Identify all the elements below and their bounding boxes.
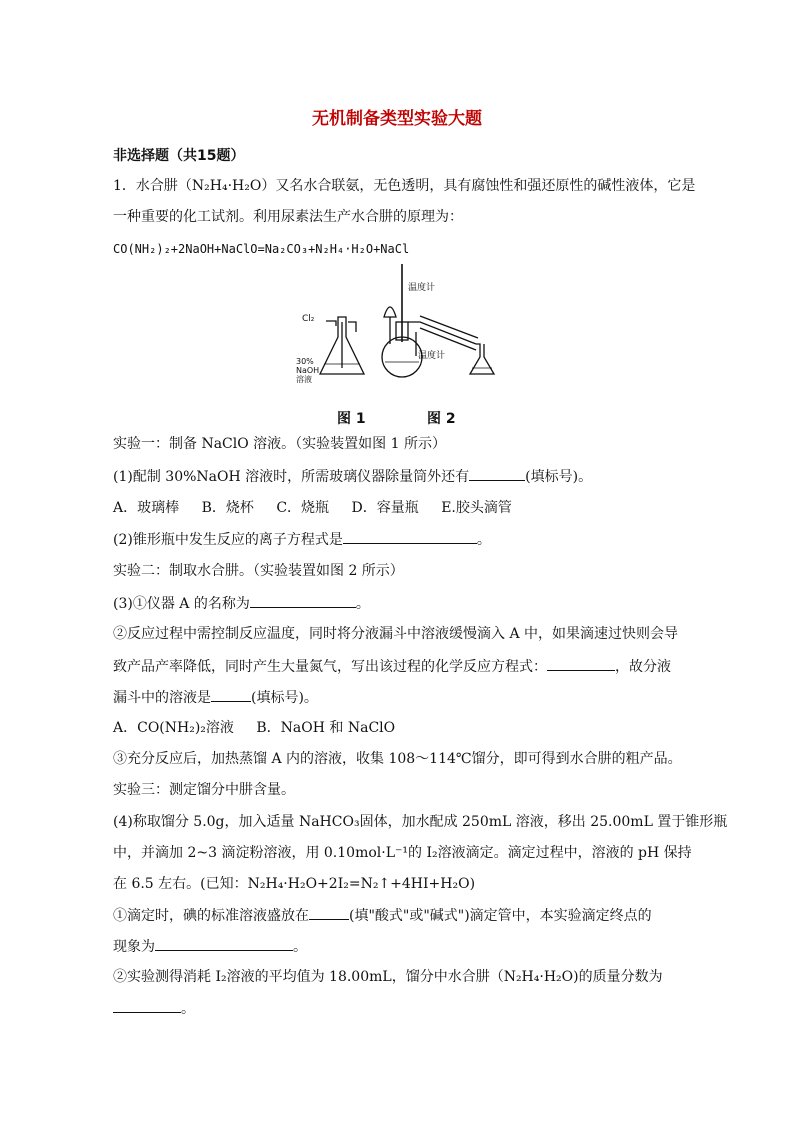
- experiment1-heading: 实验一：制备 NaClO 溶液。（实验装置如图 1 所示）: [113, 436, 446, 452]
- options-row1: [113, 498, 512, 518]
- q1-part4-sub1-line2: 现象为 。: [113, 936, 307, 957]
- q1-part4-sub1-line1: ①滴定时，碘的标准溶液盛放在 (填"酸式"或"碱式")滴定管中，本实验滴定终点的: [113, 905, 652, 926]
- apparatus-drawing: [290, 262, 500, 380]
- answer-blank: [250, 593, 356, 608]
- option-b: B．烧杯: [201, 500, 254, 516]
- answer-blank: [211, 687, 251, 702]
- separatory-funnel: [384, 307, 396, 317]
- cl2-label: Cl₂: [302, 314, 315, 324]
- option-a: A．CO(NH₂)₂溶液: [113, 720, 234, 736]
- experiment3-heading: 实验三：测定馏分中肼含量。: [113, 782, 295, 798]
- q1-part4-sub2: ②实验测得消耗 I₂溶液的平均值为 18.00mL，馏分中水合肼（N₂H₄·H₂O)的质量分数为: [113, 969, 663, 985]
- q1-part3b-line3: 漏斗中的溶液是 (填标号)。: [113, 687, 318, 708]
- q1-equation: CO(NH₂)₂+2NaOH+NaClO=Na₂CO₃+N₂H₄·H₂O+NaCl: [113, 242, 410, 256]
- answer-blank: [155, 936, 293, 951]
- answer-blank: [469, 466, 525, 481]
- naoh-label: 30% NaOH 溶液: [296, 357, 320, 384]
- option-a: A．玻璃棒: [113, 500, 180, 516]
- section-heading: 非选择题（共15题）: [113, 148, 245, 164]
- q1-part4-line1: (4)称取馏分 5.0g，加入适量 NaHCO₃固体，加水配成 250mL 溶液，移出 25.00mL 置于锥形瓶: [113, 814, 728, 830]
- figure1-caption: 图 1: [337, 411, 366, 427]
- option-c: C．烧瓶: [276, 500, 330, 516]
- option-d: D．容量瓶: [351, 500, 419, 516]
- answer-blank: [547, 656, 615, 671]
- thermometer-top-label: 温度计: [408, 283, 436, 293]
- experiment2-heading: 实验二：制取水合肼。（实验装置如图 2 所示）: [113, 563, 404, 579]
- page-title: 无机制备类型实验大题: [312, 109, 482, 129]
- q1-part2: (2)锥形瓶中发生反应的离子方程式是 。: [113, 529, 491, 550]
- answer-blank: [113, 998, 181, 1013]
- q1-part1: (1)配制 30%NaOH 溶液时，所需玻璃仪器除量筒外还有 (填标号)。: [113, 466, 592, 487]
- options-row2: [113, 718, 395, 738]
- q1-part3c: ③充分反应后，加热蒸馏 A 内的溶液，收集 108～114℃馏分，即可得到水合肼的粗产品。: [113, 751, 682, 767]
- apparatus-figure: [290, 262, 500, 384]
- q1-part4-line3: 在 6.5 左右。(已知：N₂H₄·H₂O+2I₂=N₂↑+4HI+H₂O): [113, 876, 476, 892]
- q1-part3a: (3)①仪器 A 的名称为 。: [113, 593, 370, 614]
- answer-blank: [343, 529, 477, 544]
- q1-part3b-line1: ②反应过程中需控制反应温度，同时将分液漏斗中溶液缓慢滴入 A 中，如果滴速过快则会导: [113, 626, 679, 642]
- q1-part4-line2: 中，并滴加 2~3 滴淀粉溶液，用 0.10mol·L⁻¹的 I₂溶液滴定。滴定过程中，溶液的 pH 保持: [113, 845, 692, 861]
- q1-part3b-line2: 致产品产率降低，同时产生大量氮气，写出该过程的化学反应方程式： ，故分液: [113, 656, 671, 677]
- option-e: E.胶头滴管: [441, 500, 512, 516]
- q1-intro-line1: 1．水合肼（N₂H₄·H₂O）又名水合联氨，无色透明，具有腐蚀性和强还原性的碱性液体，它是: [113, 178, 696, 194]
- option-b: B．NaOH 和 NaClO: [256, 720, 396, 736]
- q1-part4-sub2-answer: 。: [113, 998, 195, 1019]
- q1-intro-line2: 一种重要的化工试剂。利用尿素法生产水合肼的原理为：: [113, 209, 463, 225]
- figure2-caption: 图 2: [427, 411, 456, 427]
- answer-blank: [309, 905, 349, 920]
- thermometer-side-label: 温度计: [418, 351, 446, 361]
